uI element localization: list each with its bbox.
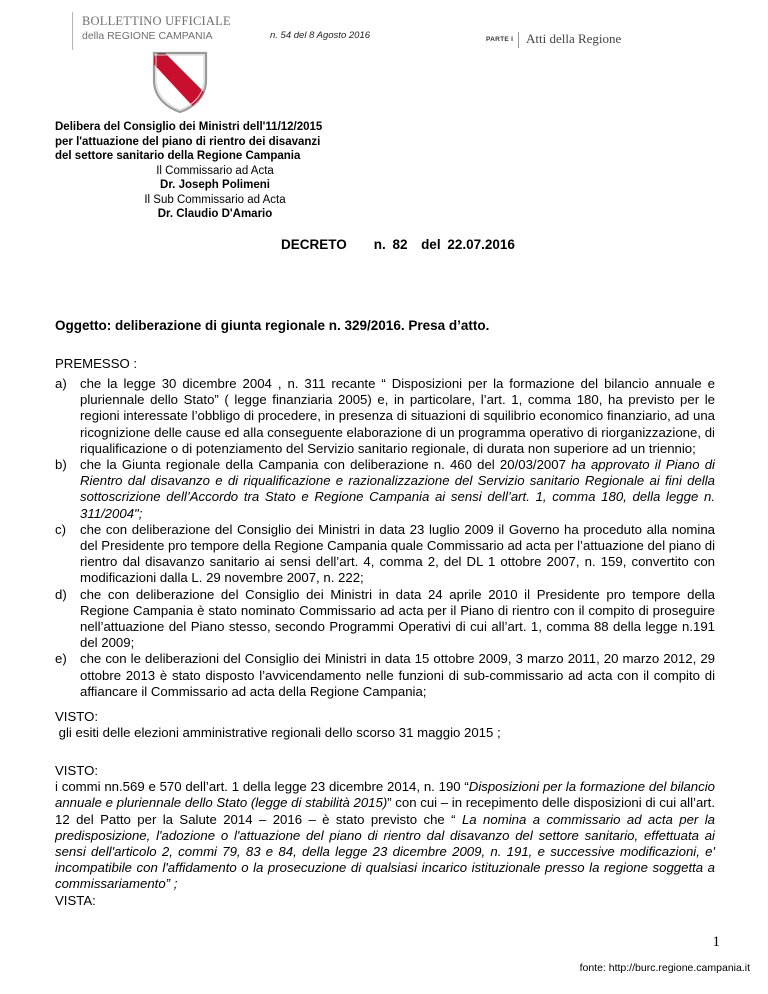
list-item [55,651,715,700]
brand-title: BOLLETTINO UFFICIALE [82,14,231,28]
brand-divider [72,12,73,50]
list-item [55,376,715,457]
visto-title: VISTO: [55,763,98,778]
list-item-label: e) [55,651,67,667]
list-item-label: b) [55,457,67,473]
heading-line-1: Delibera del Consiglio dei Ministri dell'11/12/2015 [55,121,323,133]
list-item-label: d) [55,586,67,602]
decreto-number: n. 82 [373,237,408,252]
list-item-label: c) [55,521,66,537]
visto-quote: La nomina a commissario ad acta per la predisposizione, l'adozione o l'attuazione del piano di rientro dal disavanzo del settore sanitario, effettuata ai sensi dell'articolo 2, commi 79, 83 e 84, della legge 23 dicembre 2009, n. 191, e successive modificazioni, e' incompatibile con l'affidamento o la prosecuzione di qualsiasi incarico istituzionale presso la regione soggetta a commissariamento” ; [55,811,715,892]
heading-block [55,120,375,222]
list-item-text: che con deliberazione del Consiglio dei Ministri in data 24 aprile 2010 il Presidente pro tempore della Regione Campania è stato nominato Commissario ad acta per il Piano di rientro con il compito di proseguire nell’attuazione del Piano stesso, secondo Programmi Operativi di cui all’art. 1, comma 88 della legge n.191 del 2009; [80,586,715,651]
list-item-italic-text: ha approvato il Piano di Rientro dal disavanzo e di riqualificazione e razionalizzazione del Servizio sanitario Regionale ai fini della sottoscrizione dell’Accordo tra Stato e Regione Campania ai sensi dell’art. 1, comma 180, della legge n. 311/2004"; [80,457,715,521]
visto-text-part: ” con cui – in recepimento delle disposizioni di cui all’art. 12 del Patto per la Salute 2014 – 2016 – è stato previsto che “ [55,795,715,827]
visto-text [55,779,715,892]
list-item-text: che con le deliberazioni del Consiglio dei Ministri in data 15 ottobre 2009, 3 marzo 2011, 20 marzo 2012, 29 ottobre 2013 è stato disposto l’avvicendamento nelle funzioni di sub-commissario ad acta con il compito di affiancare il Commissario ad acta della Regione Campania; [80,651,715,699]
list-item-label: a) [55,376,67,391]
section-divider [518,32,519,48]
visto-law-title: Disposizioni per la formazione del bilancio annuale e pluriennale dello Stato (legge di stabilità 2015) [55,779,715,811]
decreto-title [281,237,515,252]
subject-line: Oggetto: deliberazione di giunta regionale n. 329/2016. Presa d’atto. [55,318,490,333]
visto-section-2 [55,763,715,893]
list-item-text: che la legge 30 dicembre 2004 , n. 311 recante “ Disposizioni per la formazione del bilancio annuale e pluriennale dello Stato” ( legge finanziaria 2005) e, in particolare, l’art. 1, comma 180, ha previsto per le regioni interessate l’obbligo di procedere, in presenza di situazioni di squilibrio economico finanziario, ad una ricognizione delle cause ed alla conseguente elaborazione di un programma operativo di riorganizzazione, di riqualificazione o di potenziamento del Servizio sanitario regionale, di durata non superiore ad un triennio; [80,376,715,456]
page-number: 1 [712,934,720,950]
brand-subtitle: della REGIONE CAMPANIA [82,30,213,42]
commissario-name: Dr. Joseph Polimeni [160,179,270,191]
source-url: fonte: http://burc.regione.campania.it [579,962,750,974]
section-part: PARTE I [486,36,514,43]
visto-text-part: i commi nn.569 e 570 dell’art. 1 della legge 23 dicembre 2014, n. 190 “ [55,779,469,795]
list-item [55,457,715,522]
regione-campania-crest-icon [150,50,210,114]
premesso-list [55,376,715,700]
visto-title: VISTO: [55,709,98,724]
premesso-title: PREMESSO : [55,356,138,371]
visto-section-1 [55,709,715,741]
decreto-label: DECRETO [281,237,347,252]
list-item [55,587,715,652]
list-item-text: che la Giunta regionale della Campania con deliberazione n. 460 del 20/03/2007 [80,457,572,473]
vista-title: VISTA: [55,893,96,908]
sub-commissario-role: Il Sub Commissario ad Acta [144,193,286,206]
decreto-date: del 22.07.2016 [421,237,515,252]
sub-commissario-name: Dr. Claudio D'Amario [157,208,273,220]
issue-number: n. 54 del 8 Agosto 2016 [270,30,371,41]
heading-line-3: del settore sanitario della Regione Campania [55,150,301,162]
heading-line-2: per l'attuazione del piano di rientro dei disavanzi [55,135,321,148]
section-title: Atti della Regione [526,31,622,46]
list-item [55,522,715,587]
list-item-text: che con deliberazione del Consiglio dei Ministri in data 23 luglio 2009 il Governo ha proceduto alla nomina del Presidente pro tempore della Regione Campania quale Commissario ad acta per l’attuazione del piano di rientro dal disavanzo sanitario ai sensi dell’art. 4, comma 2, del DL 1 ottobre 2007, n. 159, convertito con modificazioni dalla L. 29 novembre 2007, n. 222; [80,521,715,586]
commissario-role: Il Commissario ad Acta [156,164,274,177]
visto-text: gli esiti delle elezioni amministrative regionali dello scorso 31 maggio 2015 ; [55,725,501,741]
